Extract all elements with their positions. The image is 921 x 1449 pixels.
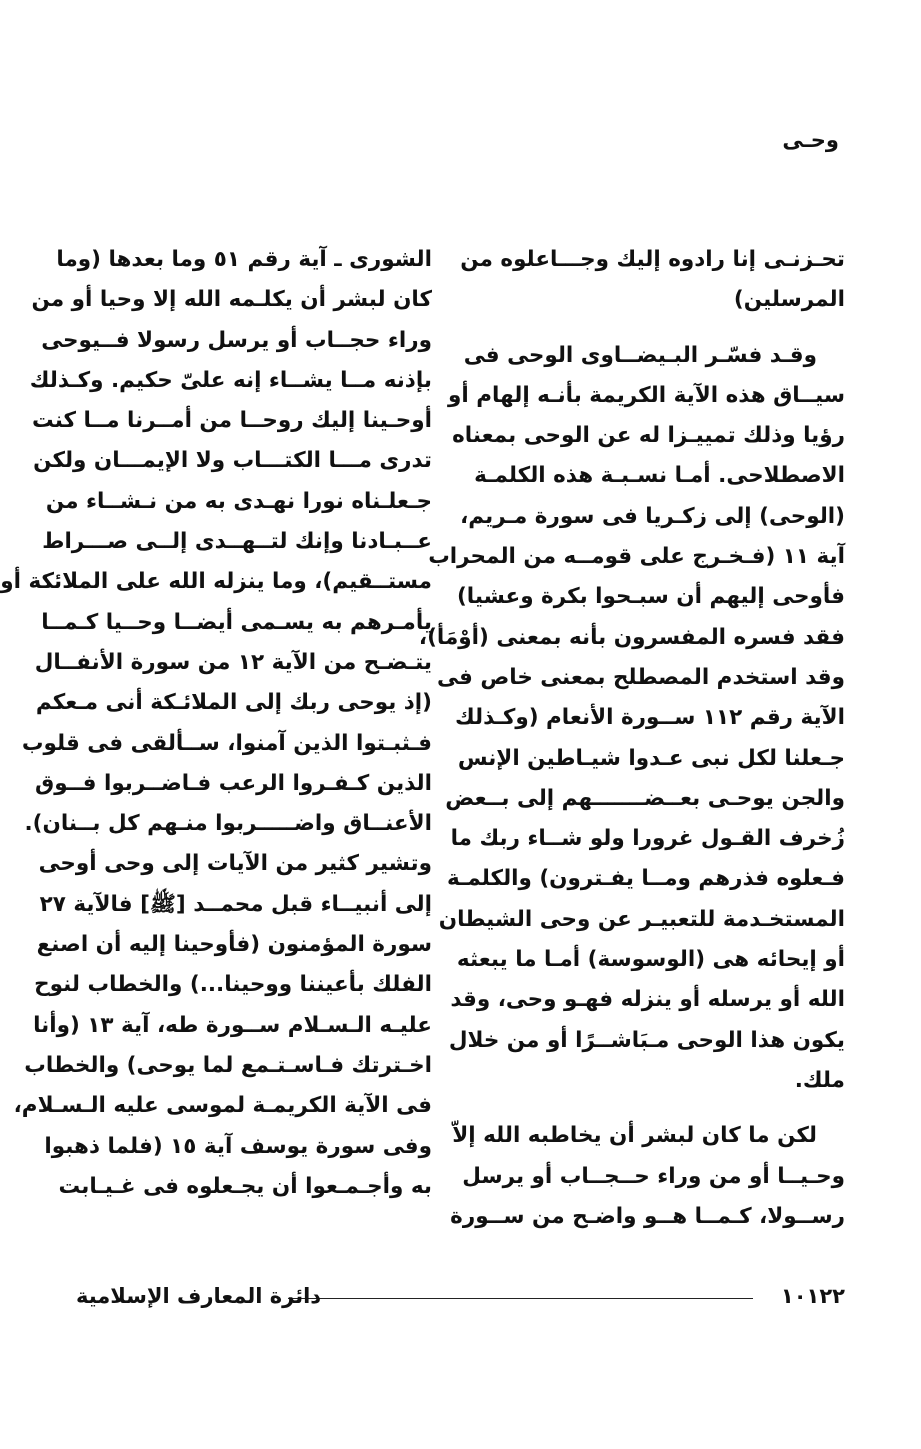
text-line: الأعنــاق واضـــــربوا منـهم كل بــنان). bbox=[24, 811, 432, 837]
text-line: وقـد فسّـر البـيضــاوى الوحى فى bbox=[463, 342, 817, 368]
running-head: وحـى bbox=[782, 128, 839, 152]
text-line: مستــقيم)، وما ينزله الله على الملائكة أو bbox=[0, 569, 432, 595]
text-line: فى الآية الكريمـة لموسى عليه الـسـلام، bbox=[13, 1093, 432, 1119]
left-column bbox=[0, 240, 432, 1207]
text-line: وفى سورة يوسف آية ١٥ (فلما ذهبوا bbox=[44, 1133, 432, 1159]
footer-rule bbox=[288, 1298, 753, 1299]
text-line: الله أو يرسله أو ينزله فهـو وحى، وقد bbox=[450, 987, 845, 1013]
text-line: به وأجـمـعوا أن يجـعلوه فى غـيـابت bbox=[58, 1173, 432, 1199]
text-line: الفلك بأعيننا ووحينا...) والخطاب لنوح bbox=[34, 972, 432, 998]
text-line: ملك. bbox=[794, 1067, 845, 1093]
text-line: يكون هذا الوحى مـبَاشــرًا أو من خلال bbox=[448, 1027, 845, 1053]
text-line: بإذنه مــا يشــاء إنه علىّ حكيم. وكـذلك bbox=[29, 367, 432, 393]
right-column bbox=[418, 240, 845, 1237]
text-line: فأوحى إليهم أن سبـحوا بكرة وعشيا) bbox=[456, 584, 845, 610]
text-line: رؤيا وذلك تمييـزا له عن الوحى بمعناه bbox=[452, 423, 845, 449]
text-line: عــبـادنا وإنك لتــهــدى إلــى صـــراط bbox=[42, 529, 432, 555]
text-line: وراء حجــاب أو يرسل رسولا فــيوحى bbox=[41, 327, 432, 353]
paragraph-gap bbox=[489, 321, 845, 336]
text-line: الاصطلاحى. أمـا نسـبـة هذه الكلمـة bbox=[474, 463, 845, 489]
text-line: سورة المؤمنون (فأوحينا إليه أن اصنع bbox=[36, 932, 432, 958]
text-line: فـعلوه فذرهم ومــا يفـترون) والكلمـة bbox=[446, 866, 845, 892]
text-line: عليـه الـسـلام ســورة طه، آية ١٣ (وأنا bbox=[33, 1012, 432, 1038]
text-line: يأمـرهم به يسـمى أيضــا وحــيا كـمــا bbox=[41, 609, 432, 635]
text-line: أوحـينا إليك روحــا من أمــرنا مــا كنت bbox=[31, 408, 432, 434]
page-footer bbox=[76, 1284, 845, 1314]
page-number: ١٠١٢٢ bbox=[780, 1284, 845, 1308]
text-line: فقد فسره المفسرون بأنه بمعنى (أوْمَأ)، bbox=[418, 624, 845, 650]
text-line: كان لبشر أن يكلـمه الله إلا وحيا أو من bbox=[31, 287, 432, 313]
text-line: الذين كـفـروا الرعب فـاضــربوا فــوق bbox=[34, 770, 432, 796]
text-line: أو إيحائه هى (الوسوسة) أمـا ما يبعثه bbox=[456, 947, 845, 973]
text-line: آية ١١ (فـخـرج على قومــه من المحراب bbox=[428, 544, 845, 570]
text-line: وحـيــا أو من وراء حــجــاب أو يرسل bbox=[462, 1163, 845, 1189]
text-line: فـثبـتوا الذين آمنوا، ســألقى فى قلوب bbox=[21, 730, 432, 756]
text-line: لكن ما كان لبشر أن يخاطبه الله إلاّ bbox=[452, 1123, 817, 1149]
text-line: تحـزنـى إنا رادوه إليك وجـــاعلوه من bbox=[460, 247, 845, 272]
text-line: المرسلين) bbox=[733, 287, 845, 313]
publication-title: دائرة المعارف الإسلامية bbox=[76, 1284, 322, 1308]
text-line: (إذ يوحى ربك إلى الملائـكة أنى مـعكم bbox=[35, 690, 432, 716]
paragraph-gap bbox=[489, 1101, 845, 1116]
text-line: الشورى ـ آية رقم ٥١ وما بعدها (وما bbox=[56, 247, 432, 272]
text-line: تدرى مـــا الكتـــاب ولا الإيمـــان ولكن bbox=[33, 448, 432, 474]
text-line: جـعلـناه نورا نهـدى به من نـشــاء من bbox=[45, 488, 432, 514]
text-line: وتشير كثير من الآيات إلى وحى أوحى bbox=[38, 851, 432, 877]
text-line: الآية رقم ١١٢ ســورة الأنعام (وكـذلك bbox=[455, 705, 845, 731]
text-line: جـعلنا لكل نبى عـدوا شيـاطين الإنس bbox=[457, 745, 845, 771]
text-line: المستخـدمة للتعبيـر عن وحى الشيطان bbox=[438, 906, 845, 932]
text-line: زُخرف القـول غرورا ولو شــاء ربك ما bbox=[450, 826, 845, 852]
text-line: (الوحى) إلى زكـريا فى سورة مـريم، bbox=[460, 503, 845, 529]
text-line: والجن يوحـى بعــضـــــــهم إلى بــعض bbox=[445, 785, 845, 811]
text-line: وقد استخدم المصطلح بمعنى خاص فى bbox=[437, 664, 845, 690]
text-line: اخـترتك فـاسـتـمع لما يوحى) والخطاب bbox=[24, 1052, 432, 1078]
text-line: يتـضـح من الآية ١٢ من سورة الأنفــال bbox=[34, 649, 432, 675]
text-line: إلى أنبيــاء قبل محمــد [ﷺ] فالآية ٢٧ bbox=[39, 891, 432, 917]
text-line: رســولا، كـمــا هــو واضـح من ســورة bbox=[450, 1203, 845, 1229]
text-line: سيــاق هذه الآية الكريمة بأنـه إلهام أو bbox=[448, 382, 845, 408]
